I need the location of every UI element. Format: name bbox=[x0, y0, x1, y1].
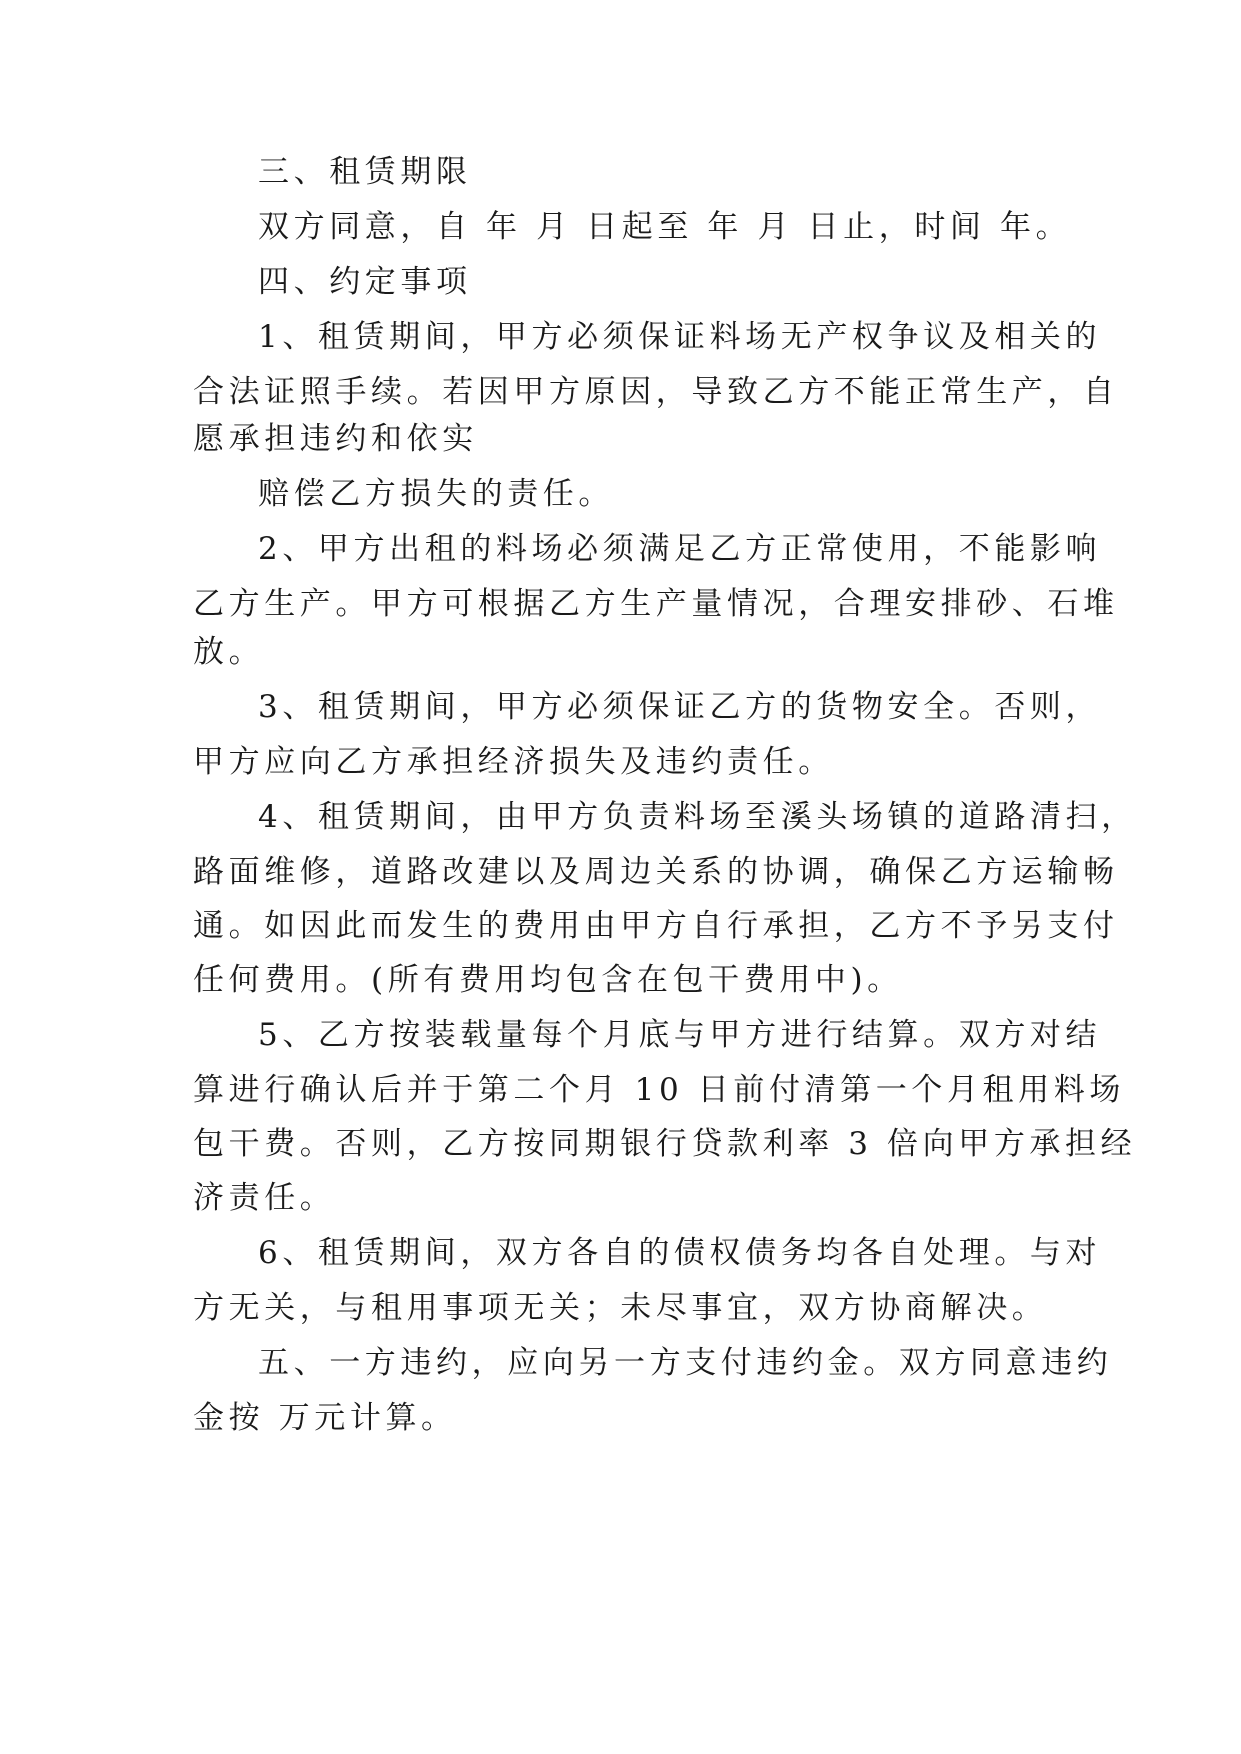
paragraph-line: 乙方生产。甲方可根据乙方生产量情况，合理安排砂、石堆 bbox=[193, 586, 1119, 622]
paragraph-line: 放。 bbox=[193, 634, 265, 670]
paragraph-line: 路面维修，道路改建以及周边关系的协调，确保乙方运输畅 bbox=[193, 854, 1119, 890]
paragraph-line: 算进行确认后并于第二个月 10 日前付清第一个月租用料场 bbox=[193, 1072, 1125, 1108]
paragraph-line: 5、乙方按装载量每个月底与甲方进行结算。双方对结 bbox=[258, 1017, 1102, 1053]
paragraph-line: 方无关，与租用事项无关；未尽事宜，双方协商解决。 bbox=[193, 1290, 1048, 1326]
paragraph-line: 3、租赁期间，甲方必须保证乙方的货物安全。否则， bbox=[258, 689, 1102, 725]
paragraph-line: 通。如因此而发生的费用由甲方自行承担，乙方不予另支付 bbox=[193, 908, 1119, 944]
section-heading-agreed-matters: 四、约定事项 bbox=[258, 264, 472, 300]
paragraph-line: 甲方应向乙方承担经济损失及违约责任。 bbox=[193, 744, 834, 780]
paragraph-line: 4、租赁期间，由甲方负责料场至溪头场镇的道路清扫， bbox=[258, 799, 1137, 835]
paragraph-line: 2、甲方出租的料场必须满足乙方正常使用，不能影响 bbox=[258, 531, 1102, 567]
paragraph-line: 任何费用。(所有费用均包含在包干费用中)。 bbox=[193, 962, 903, 998]
paragraph-line: 金按 万元计算。 bbox=[193, 1400, 457, 1436]
paragraph-line: 愿承担违约和依实 bbox=[193, 421, 478, 457]
paragraph-line: 合法证照手续。若因甲方原因，导致乙方不能正常生产，自 bbox=[193, 374, 1119, 410]
paragraph-line: 6、租赁期间，双方各自的债权债务均各自处理。与对 bbox=[258, 1235, 1102, 1271]
paragraph-line: 济责任。 bbox=[193, 1180, 336, 1216]
section-heading-breach: 五、一方违约，应向另一方支付违约金。双方同意违约 bbox=[258, 1345, 1113, 1381]
paragraph-line: 1、租赁期间，甲方必须保证料场无产权争议及相关的 bbox=[258, 319, 1102, 355]
paragraph-line: 双方同意，自 年 月 日起至 年 月 日止，时间 年。 bbox=[258, 209, 1072, 245]
paragraph-line: 赔偿乙方损失的责任。 bbox=[258, 476, 614, 512]
paragraph-line: 包干费。否则，乙方按同期银行贷款利率 3 倍向甲方承担经 bbox=[193, 1126, 1137, 1162]
section-heading-lease-term: 三、租赁期限 bbox=[258, 154, 472, 190]
